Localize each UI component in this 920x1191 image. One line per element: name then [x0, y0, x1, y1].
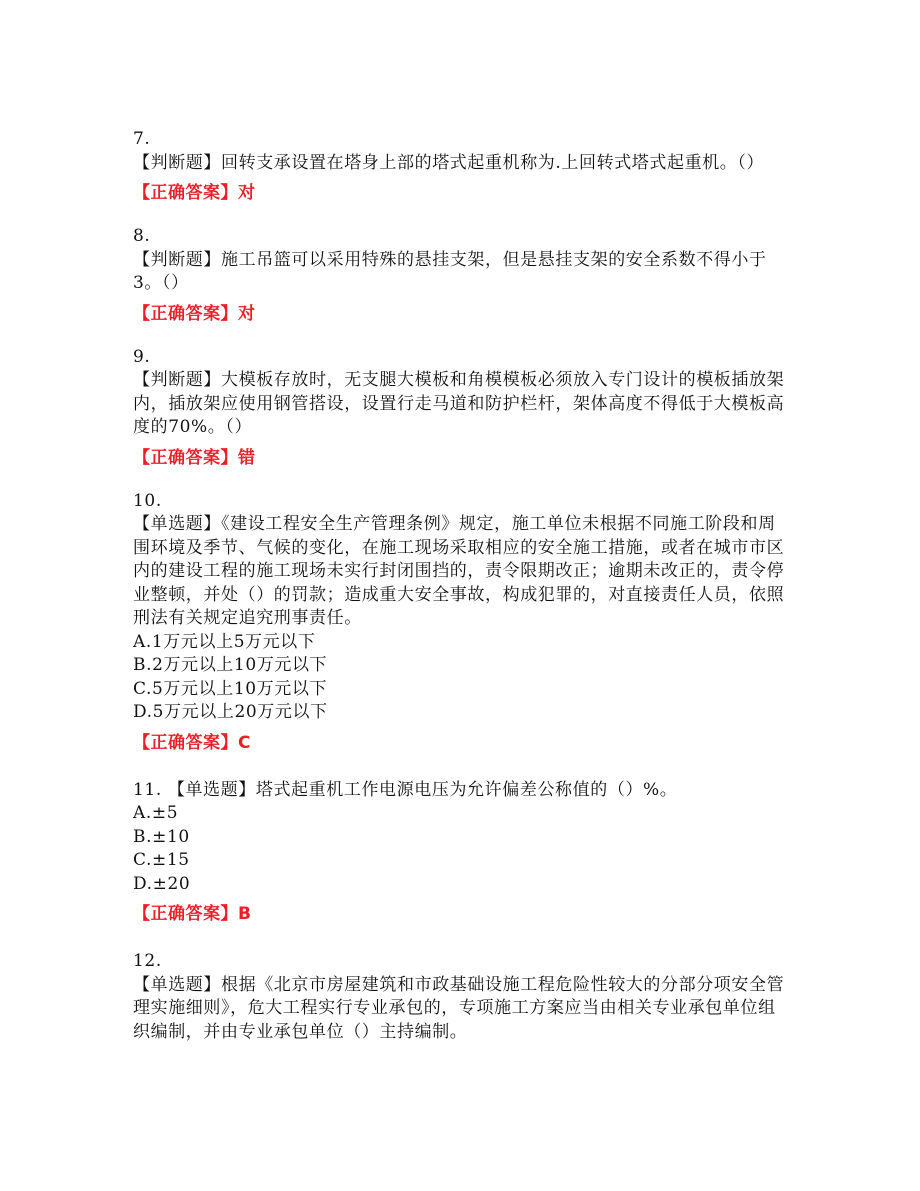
question-text: 【判断题】大模板存放时，无支腿大模板和角模模板必须放入专门设计的模板插放架内，插放架应使用钢管搭设，设置行走马道和防护栏杆，架体高度不得低于大模板高度的70%。（） [133, 370, 785, 437]
correct-answer: 【正确答案】错 [133, 447, 256, 468]
option-d: D.±20 [133, 873, 191, 894]
option-a: A.±5 [133, 803, 179, 823]
question-number: 8. [133, 226, 151, 246]
question-number: 7. [133, 129, 151, 149]
question-9 [133, 346, 793, 470]
question-10 [133, 490, 793, 755]
option-b: B.±10 [133, 826, 190, 847]
question-8 [133, 225, 793, 326]
option-c: C.±15 [133, 850, 190, 870]
question-line [133, 779, 793, 803]
question-text: 【单选题】根据《北京市房屋建筑和市政基础设施工程危险性较大的分部分项安全管理实施细则》，危大工程实行专业承包的，专项施工方案应当由相关专业承包单位组织编制，并由专业承包单位（）主持编制。 [133, 974, 785, 1042]
question-number: 11. [133, 779, 162, 800]
question-11 [133, 779, 793, 927]
option-a: A.1万元以上5万元以下 [133, 631, 316, 652]
question-text: 【单选题】塔式起重机工作电源电压为允许偏差公称值的（）%。 [167, 779, 678, 800]
question-7 [133, 128, 793, 205]
question-number: 9. [133, 346, 151, 367]
correct-answer: 【正确答案】C [133, 732, 251, 753]
correct-answer: 【正确答案】对 [133, 303, 256, 324]
question-12 [133, 950, 793, 1044]
question-text: 【判断题】施工吊篮可以采用特殊的悬挂支架，但是悬挂支架的安全系数不得小于3。（） [133, 249, 767, 293]
option-c: C.5万元以上10万元以下 [133, 678, 328, 699]
question-page [133, 128, 793, 1064]
question-number: 10. [133, 490, 162, 511]
question-text: 【判断题】回转支承设置在塔身上部的塔式起重机称为.上回转式塔式起重机。（） [133, 152, 765, 173]
question-text: 【单选题】《建设工程安全生产管理条例》规定，施工单位未根据不同施工阶段和周围环境及季节、气候的变化，在施工现场采取相应的安全施工措施，或者在城市市区内的建设工程的施工现场未实行封闭围挡的，责令限期改正；逾期未改正的，责令停业整顿，并处（）的罚款；造成重大安全事故，构成犯罪的，对直接责任人员，依照刑法有关规定追究刑事责任。 [133, 514, 785, 628]
option-d: D.5万元以上20万元以下 [133, 702, 328, 722]
question-number: 12. [133, 951, 162, 971]
correct-answer: 【正确答案】B [133, 904, 252, 924]
option-b: B.2万元以上10万元以下 [133, 655, 328, 675]
correct-answer: 【正确答案】对 [133, 183, 256, 203]
